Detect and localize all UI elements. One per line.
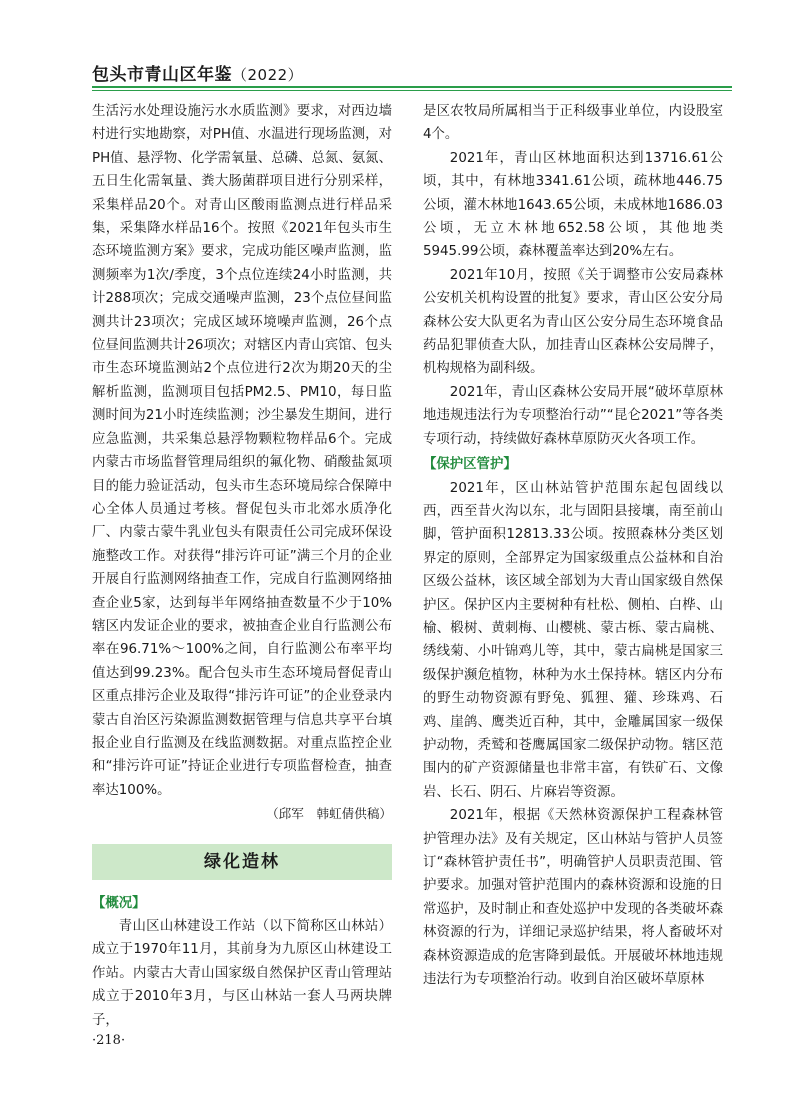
header-year: （2022） [232, 66, 304, 84]
header-brand: 青山区 [144, 65, 197, 85]
body-paragraph: 青山区山林建设工作站（以下简称区山林站）成立于1970年11月，其前身为九原区山林建设工作站。内蒙古大青山国家级自然保护区青山管理站成立于2010年3月，与区山林站一套人马两块牌子， [92, 919, 392, 1028]
right-column [423, 100, 723, 991]
body-paragraph: 2021年，根据《天然林资源保护工程森林管护管理办法》及有关规定，区山林站与管护人员签订“森林管护责任书”，明确管护人员职责范围、管护要求。加强对管护范围内的森林资源和设施的日常巡护，及时制止和查处巡护中发现的各类破坏森林资源的行为，详细记录巡护结果，将人畜破坏对森林资源造成的危害降到最低。开展破坏林地违规违法行为专项整治行动。收到自治区破坏草原林 [423, 808, 723, 988]
running-header [92, 58, 734, 88]
left-column [92, 100, 392, 1032]
credit-line: （邱军 韩虹倩供稿） [266, 806, 392, 822]
subhead-protection: 【保护区管护】 [423, 457, 517, 473]
header-rule [92, 86, 732, 88]
page-number: ·218· [92, 1033, 126, 1048]
body-paragraph: 生活污水处理设施污水水质监测》要求，对西边墙村进行实地勘察，对PH值、水温进行现场监测，对PH值、悬浮物、化学需氧量、总磷、总氮、氨氮、五日生化需氧量、粪大肠菌群项目进行分别采样，采集样品20个。对青山区酸雨监测点进行样品采集，采集降水样品16个。按照《2021年包头市生态环境监测方案》要求，完成功能区噪声监测，监测频率为1次/季度，3个点位连续24小时监测，共计288项次；完成交通噪声监测，23个点位昼间监测共计23项次；完成区域环境噪声监测，26个点位昼间监测共计26项次；对辖区内青山宾馆、包头市生态环境监测站2个点位进行2次为期20天的尘解析监测，监测项目包括PM2.5、PM10，每日监测时间为21小时连续监测；沙尘暴发生期间，进行应急监测，共采集总悬浮物颗粒物样品6个。完成内蒙古市场监督管理局组织的氟化物、硝酸盐氮项目的能力验证活动，包头市生态环境局综合保障中心全体人员通过考核。督促包头市北郊水质净化厂、内蒙古蒙牛乳业包头有限责任公司完成环保设施整改工作。对获得“排污许可证”满三个月的企业开展自行监测网络抽查工作，完成自行监测网络抽查企业5家，达到每半年网络抽查数量不少于10%辖区内发证企业的要求，被抽查企业自行监测公布率在96.71%～100%之间，自行监测公布率平均值达到99.23%。配合包头市生态环境局督促青山区重点排污企业及取得“排污许可证”的企业登录内蒙古自治区污染源监测数据管理与信息共享平台填报企业自行监测及在线监测数据。对重点监控企业和“排污许可证”持证企业进行专项监督检查，抽查率达100%。 [92, 104, 392, 798]
body-paragraph: 2021年10月，按照《关于调整市公安局森林公安机关机构设置的批复》要求，青山区公安分局森林公安大队更名为青山区公安分局生态环境食品药品犯罪侦查大队，加挂青山区森林公安局牌子，机构规格为副科级。 [423, 267, 723, 377]
header-rule-thin [92, 90, 732, 91]
body-paragraph: 2021年，青山区林地面积达到13716.61公顷，其中，有林地3341.61公顷，疏林地446.75公顷，灌木林地1643.65公顷，未成林地1686.03公顷，无立木林地652.58公顷，其他地类5945.99公顷，森林覆盖率达到20%左右。 [423, 150, 723, 260]
header-title [92, 60, 303, 85]
subhead-overview: 【概况】 [92, 895, 146, 911]
body-paragraph: 2021年，区山林站管护范围东起包固线以西，西至昔火沟以东，北与固阳县接壤，南至前山脚，管护面积12813.33公顷。按照森林分类区划界定的原则，全部界定为国家级重点公益林和自治区级公益林，该区域全部划为大青山国家级自然保护区。保护区内主要树种有杜松、侧柏、白桦、山榆、椴树、黄刺梅、山樱桃、蒙古栎、蒙古扁桃、绣线菊、小叶锦鸡儿等，其中，蒙古扁桃是国家三级保护濒危植物，林种为水土保持林。辖区内分布的野生动物资源有野兔、狐狸、獾、珍珠鸡、石鸡、崖鸽、鹰类近百种，其中，金雕属国家一级保护动物，秃鹫和苍鹰属国家二级保护动物。辖区范围内的矿产资源储量也非常丰富，有铁矿石、文像岩、长石、阴石、片麻岩等资源。 [423, 480, 723, 800]
body-paragraph: 是区农牧局所属相当于正科级事业单位，内设股室4个。 [423, 104, 723, 143]
body-paragraph: 2021年，青山区森林公安局开展“破坏草原林地违规违法行为专项整治行动”“昆仑2021”等各类专项行动，持续做好森林草原防灭火各项工作。 [423, 384, 723, 447]
section-heading: 绿化造林 [92, 844, 392, 880]
header-suffix: 年鉴 [197, 65, 232, 85]
header-prefix: 包头市 [92, 65, 145, 85]
